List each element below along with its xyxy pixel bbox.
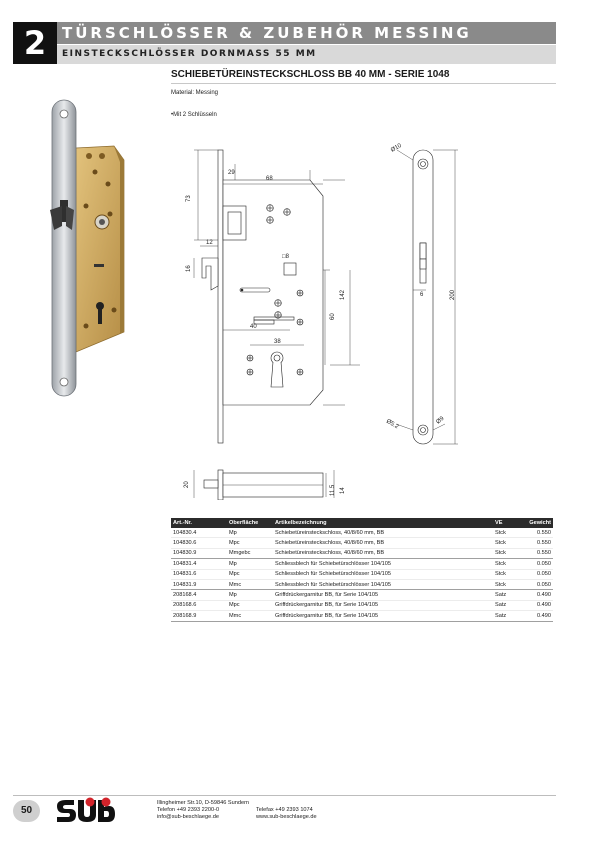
table-row (171, 548, 553, 558)
article-table (171, 518, 553, 622)
cell-art-nr: 104831.4 (171, 559, 227, 569)
cell-ve: Satz (493, 590, 521, 600)
technical-drawing (170, 140, 470, 500)
cell-gewicht: 0.050 (521, 579, 553, 589)
cell-art-nr: 104830.9 (171, 548, 227, 558)
phone-text: Telefon +49 2393 2200-0 (157, 807, 220, 813)
col-gewicht: Gewicht (521, 518, 553, 528)
dim-142: 142 (340, 289, 346, 300)
cell-bezeichnung: Schiebetüreinsteckschloss, 40/8/60 mm, BB (273, 538, 493, 548)
footer-divider (13, 795, 556, 796)
contact-block (157, 800, 317, 821)
dim-square: □8 (282, 254, 289, 260)
cell-oberflaeche: Mp (227, 559, 273, 569)
cell-bezeichnung: Schliessblech für Schiebetürschlösser 104/105 (273, 579, 493, 589)
cell-gewicht: 0.490 (521, 590, 553, 600)
cell-ve: Satz (493, 611, 521, 621)
dim-40: 40 (250, 324, 257, 330)
cell-gewicht: 0.050 (521, 559, 553, 569)
cell-ve: Stck (493, 559, 521, 569)
cell-art-nr: 104831.6 (171, 569, 227, 579)
cell-gewicht: 0.050 (521, 569, 553, 579)
col-ve: VE (493, 518, 521, 528)
table-row (171, 600, 553, 610)
cell-oberflaeche: Mpc (227, 600, 273, 610)
section-subtitle: EINSTECKSCHLÖSSER DORNMASS 55 MM (57, 45, 556, 64)
cell-oberflaeche: Mpc (227, 569, 273, 579)
cell-gewicht: 0.550 (521, 528, 553, 538)
feature-list (171, 112, 217, 118)
cell-bezeichnung: Griffdrückergarnitur BB, für Serie 104/105 (273, 590, 493, 600)
sub-logo-icon (54, 797, 116, 825)
col-oberflaeche: Oberfläche (227, 518, 273, 528)
cell-bezeichnung: Schliessblech für Schiebetürschlösser 104/105 (273, 559, 493, 569)
table-row (171, 528, 553, 538)
dim-60: 60 (330, 313, 336, 320)
cell-ve: Stck (493, 569, 521, 579)
page-number: 50 (13, 800, 40, 822)
dim-16: 16 (186, 265, 192, 272)
cell-ve: Stck (493, 579, 521, 589)
dim-d9: Ø9 (435, 415, 446, 426)
cell-gewicht: 0.550 (521, 538, 553, 548)
cell-oberflaeche: Mp (227, 590, 273, 600)
address-text: Illingheimer Str.10, D-59846 Sundern (157, 800, 250, 806)
cell-art-nr: 104831.9 (171, 579, 227, 589)
cell-gewicht: 0.490 (521, 611, 553, 621)
table-row (171, 538, 553, 548)
cell-oberflaeche: Mpc (227, 538, 273, 548)
chapter-number: 2 (13, 22, 57, 64)
dim-200: 200 (450, 289, 456, 300)
section-title: TÜRSCHLÖSSER & ZUBEHÖR MESSING (57, 22, 556, 44)
dim-38: 38 (274, 339, 281, 345)
feature-item: • Mit 2 Schlüsseln (171, 112, 217, 118)
material-text: Material: Messing (171, 90, 219, 96)
col-art-nr: Art.-Nr. (171, 518, 227, 528)
table-row (171, 579, 553, 589)
table-header-row (171, 518, 553, 528)
dim-73: 73 (186, 195, 192, 202)
table-row (171, 611, 553, 621)
dim-115: 11.5 (330, 484, 336, 496)
cell-bezeichnung: Schiebetüreinsteckschloss, 40/8/60 mm, BB (273, 548, 493, 558)
table-row (171, 590, 553, 600)
fax-text: Telefax +49 2393 1074 (256, 807, 313, 813)
cell-art-nr: 208168.4 (171, 590, 227, 600)
cell-art-nr: 104830.4 (171, 528, 227, 538)
col-bezeichnung: Artikelbezeichnung (273, 518, 493, 528)
email-link[interactable]: info@sub-beschlaege.de (157, 814, 219, 820)
cell-art-nr: 208168.6 (171, 600, 227, 610)
cell-oberflaeche: Mp (227, 528, 273, 538)
cell-gewicht: 0.550 (521, 548, 553, 558)
dim-29: 29 (228, 170, 235, 176)
cell-oberflaeche: Mmc (227, 611, 273, 621)
cell-ve: Stck (493, 528, 521, 538)
table-row (171, 569, 553, 579)
cell-bezeichnung: Schiebetüreinsteckschloss, 40/8/60 mm, BB (273, 528, 493, 538)
cell-oberflaeche: Mmc (227, 579, 273, 589)
cell-art-nr: 104830.6 (171, 538, 227, 548)
cell-bezeichnung: Griffdrückergarnitur BB, für Serie 104/105 (273, 611, 493, 621)
cell-bezeichnung: Schliessblech für Schiebetürschlösser 104/105 (273, 569, 493, 579)
cell-bezeichnung: Griffdrückergarnitur BB, für Serie 104/105 (273, 600, 493, 610)
dim-68: 68 (266, 176, 273, 182)
dim-d10: Ø10 (390, 142, 403, 154)
dim-6: 6 (420, 292, 424, 298)
product-title: SCHIEBETÜREINSTECKSCHLOSS BB 40 MM - SERIE 1048 (171, 69, 556, 84)
table-row (171, 559, 553, 569)
cell-ve: Stck (493, 538, 521, 548)
dim-d52: Ø5.2 (385, 418, 400, 431)
cell-art-nr: 208168.9 (171, 611, 227, 621)
lock-photo (40, 96, 130, 400)
cell-oberflaeche: Mmgebc (227, 548, 273, 558)
cell-ve: Stck (493, 548, 521, 558)
dim-14: 14 (340, 487, 346, 494)
web-link[interactable]: www.sub-beschlaege.de (256, 814, 317, 820)
dim-12: 12 (206, 240, 213, 246)
cell-gewicht: 0.490 (521, 600, 553, 610)
dim-20: 20 (184, 481, 190, 488)
cell-ve: Satz (493, 600, 521, 610)
